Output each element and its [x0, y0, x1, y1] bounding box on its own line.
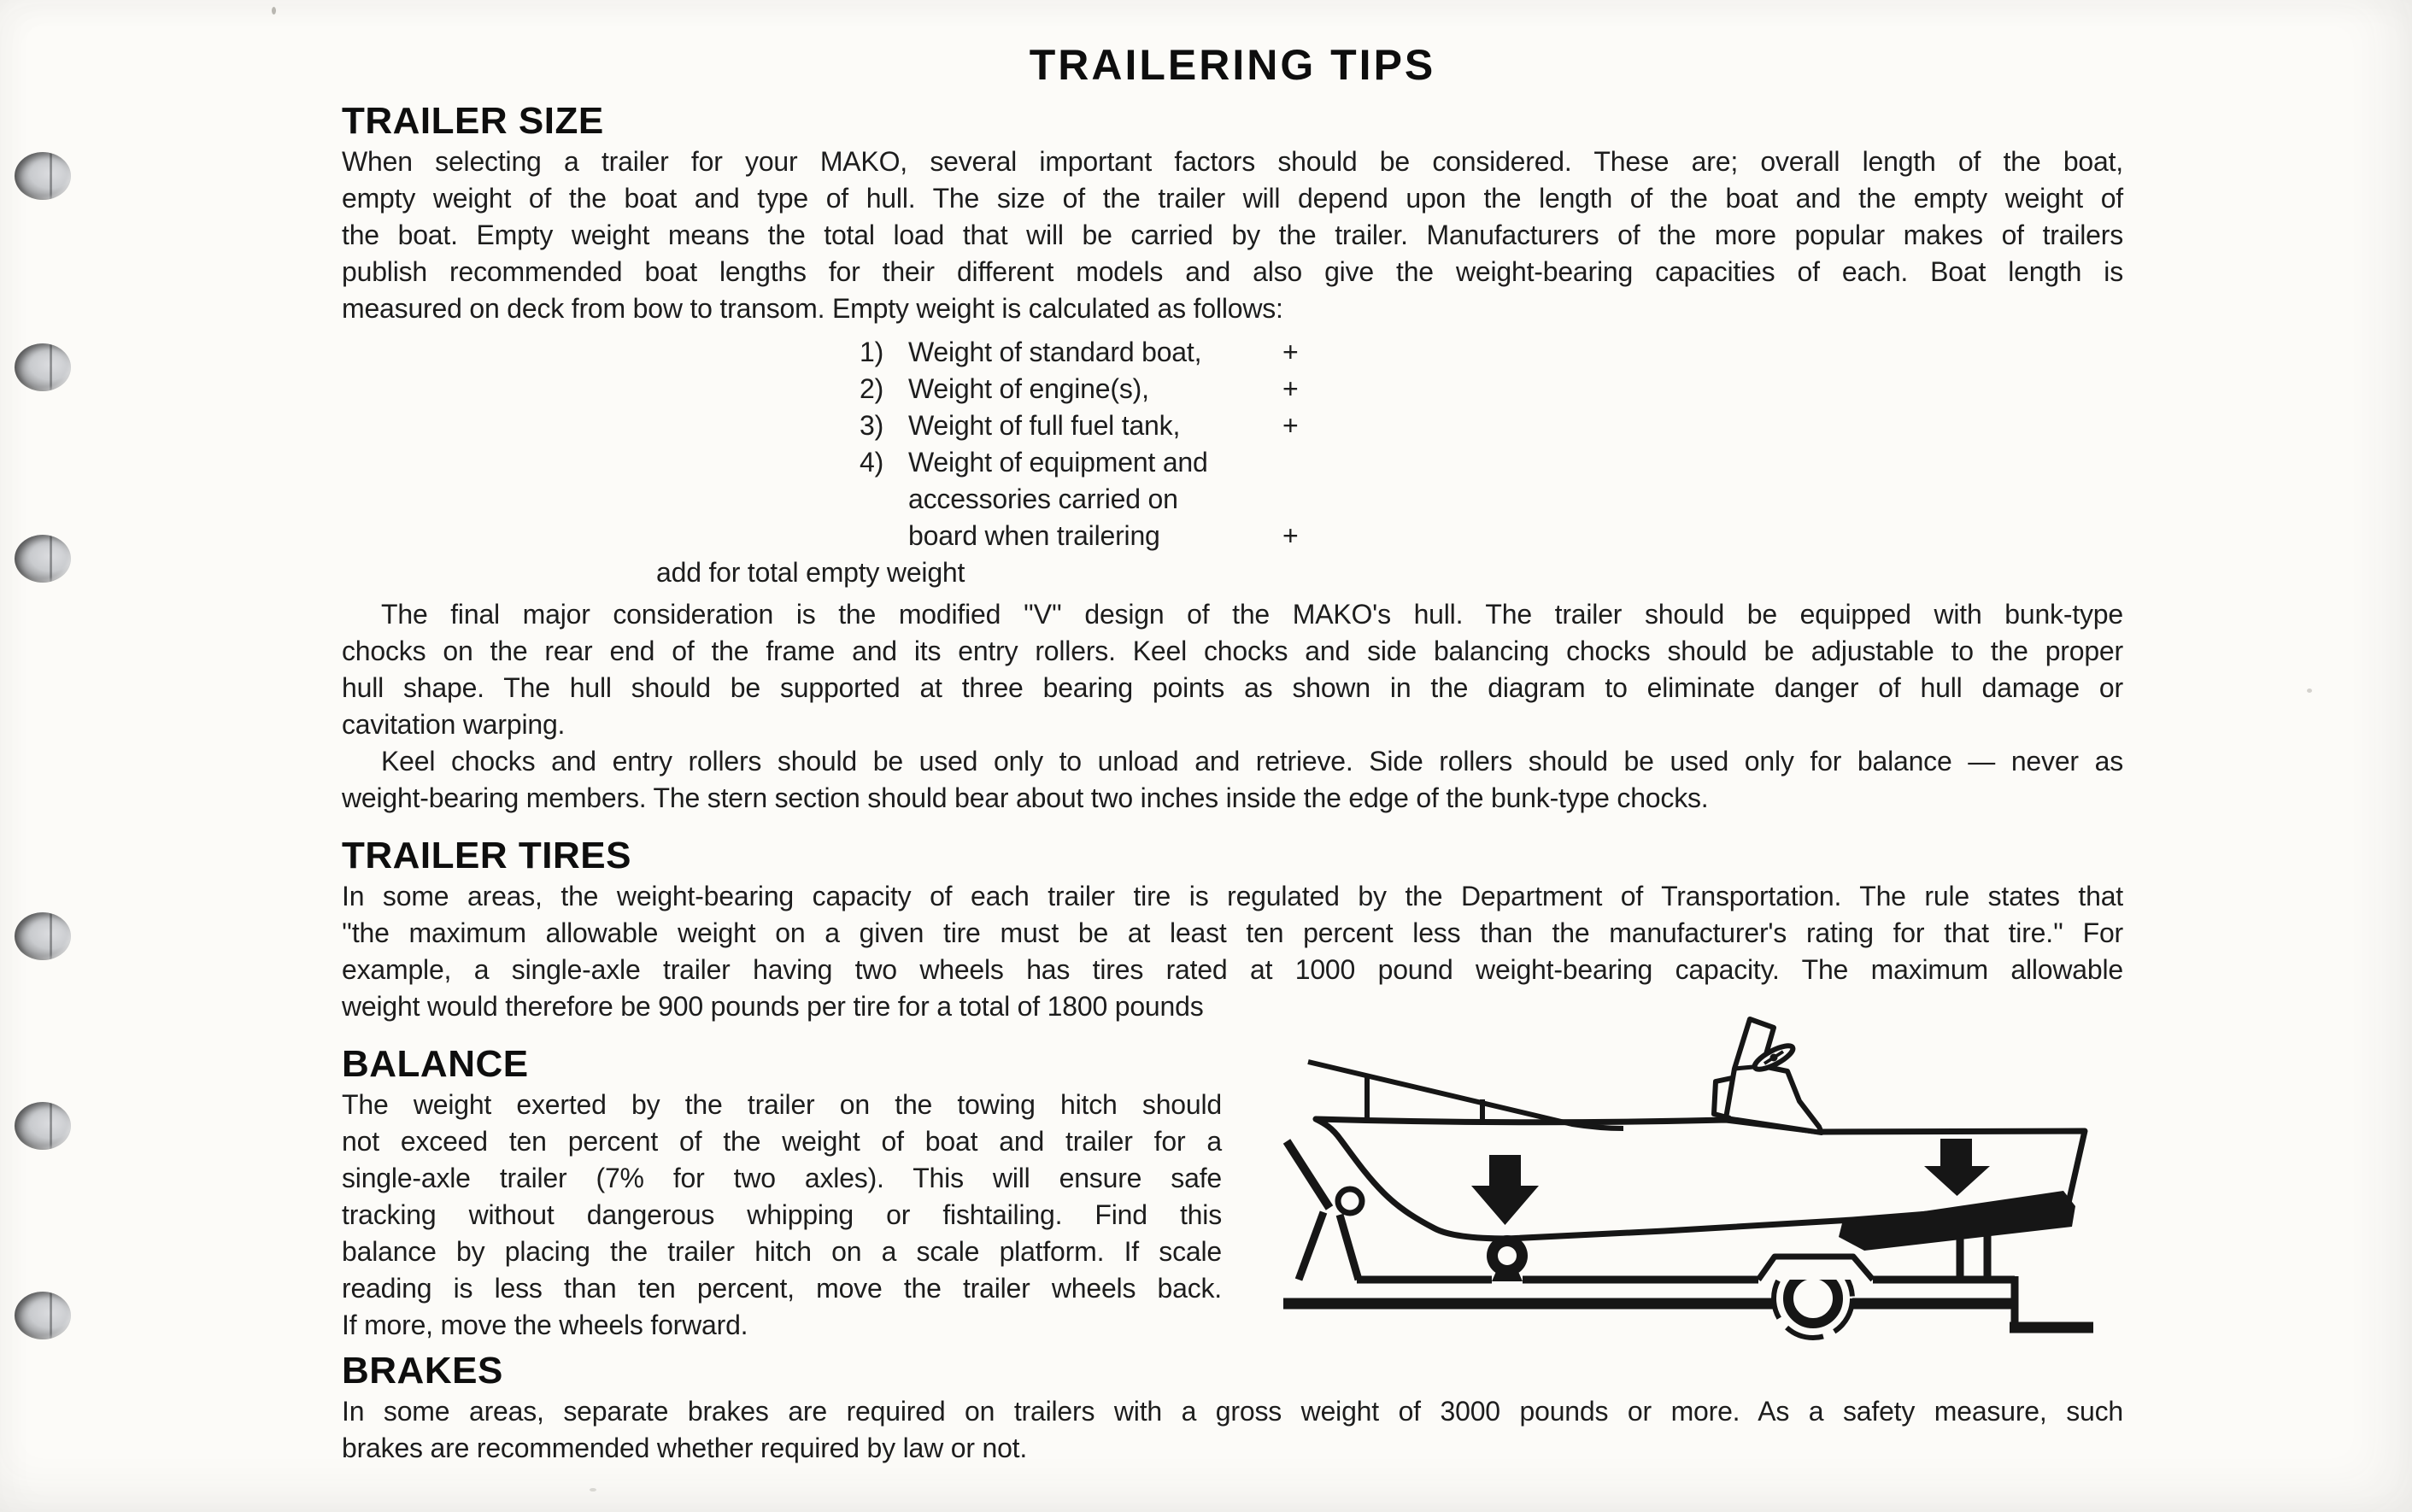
text-line: example, a single-axle trailer having two wheels has tires rated at 1000 pound weight-bearing capacity. The maximum allowable	[342, 954, 2123, 985]
list-number: 4)	[860, 447, 884, 478]
text-line: The weight exerted by the trailer on the towing hitch should	[342, 1089, 1222, 1120]
paragraph-trailer-size-3	[342, 743, 2123, 817]
text-line: single-axle trailer (7% for two axles). This will ensure safe	[342, 1163, 1222, 1193]
weight-list-row	[860, 444, 2123, 481]
paragraph-brakes	[342, 1393, 2123, 1467]
balance-column	[342, 1044, 1222, 1344]
text-line: cavitation warping.	[342, 709, 566, 740]
scan-speck	[272, 7, 276, 15]
plus-sign: +	[1282, 373, 1299, 404]
list-number	[860, 481, 908, 518]
bunk-supports	[1960, 1235, 1987, 1280]
list-item-text: Weight of full fuel tank,	[908, 410, 1181, 441]
text-line: The final major consideration is the modified ''V'' design of the MAKO's hull. The trailer should be equipped with bunk-type	[381, 599, 2123, 630]
text-line: tracking without dangerous whipping or fishtailing. Find this	[342, 1199, 1222, 1230]
keel-roller	[1487, 1235, 1528, 1281]
paragraph-trailer-tires	[342, 878, 2123, 1025]
text-line: If more, move the wheels forward.	[342, 1310, 748, 1340]
heading-brakes: BRAKES	[342, 1350, 503, 1392]
list-item-text: board when trailering	[908, 520, 1160, 551]
text-line: weight-bearing members. The stern section should bear about two inches inside the edge of the bunk-type chocks.	[342, 782, 1709, 813]
list-item-text: Weight of engine(s),	[908, 373, 1149, 404]
weight-list-row	[860, 334, 2123, 371]
binder-hole	[15, 152, 71, 200]
plus-sign: +	[1282, 337, 1299, 367]
list-item-text: accessories carried on	[908, 483, 1178, 514]
plus-sign: +	[1282, 520, 1299, 551]
text-line: weight would therefore be 900 pounds per tire for a total of 1800 pounds	[342, 991, 1204, 1022]
binder-hole	[15, 535, 71, 583]
text-line: When selecting a trailer for your MAKO, several important factors should be considered. These are; overall length of the boat,	[342, 146, 2123, 177]
trailer-frame	[1283, 1257, 2093, 1338]
scan-speck	[2307, 689, 2312, 693]
binder-hole	[15, 1292, 71, 1339]
boat-trailer-diagram	[1282, 1015, 2093, 1367]
text-line: In some areas, the weight-bearing capacity of each trailer tire is regulated by the Department of Transportation. The rule states that	[342, 881, 2123, 911]
text-line: empty weight of the boat and type of hull. The size of the trailer will depend upon the length of the boat and the empty weight of	[342, 183, 2123, 214]
boat-trailer-drawing	[1282, 1015, 2093, 1367]
heading-trailer-tires: TRAILER TIRES	[342, 835, 631, 876]
empty-weight-list	[860, 334, 2123, 554]
weight-list-row	[860, 518, 2123, 554]
bow-roller	[1338, 1189, 1362, 1213]
text-line: chocks on the rear end of the frame and its entry rollers. Keel chocks and side balancing chocks should be adjustable to the proper	[342, 636, 2123, 666]
binder-hole	[15, 1102, 71, 1150]
heading-balance: BALANCE	[342, 1043, 529, 1085]
list-number	[860, 518, 908, 554]
text-line: In some areas, separate brakes are required on trailers with a gross weight of 3000 pounds or more. As a safety measure, such	[342, 1396, 2123, 1427]
text-line: balance by placing the trailer hitch on a scale platform. If scale	[342, 1236, 1222, 1267]
text-line: the boat. Empty weight means the total load that will be carried by the trailer. Manufacturers of the more popular makes of trailers	[342, 220, 2123, 250]
page-title: TRAILERING TIPS	[1029, 41, 1436, 89]
list-number: 2)	[860, 373, 884, 404]
text-line: publish recommended boat lengths for their different models and also give the weight-bearing capacities of each. Boat length is	[342, 256, 2123, 287]
paragraph-trailer-size-2	[342, 596, 2123, 743]
weight-list-row	[860, 407, 2123, 444]
text-line: measured on deck from bow to transom. Empty weight is calculated as follows:	[342, 293, 1283, 324]
empty-weight-total-line: add for total empty weight	[656, 557, 965, 588]
text-line: not exceed ten percent of the weight of boat and trailer for a	[342, 1126, 1222, 1157]
weight-list-row	[860, 481, 2123, 518]
list-number: 1)	[860, 337, 884, 367]
center-console	[1714, 1019, 1822, 1133]
weight-list-row	[860, 371, 2123, 407]
binder-hole	[15, 343, 71, 391]
fender	[1758, 1257, 1873, 1280]
binder-hole	[15, 912, 71, 960]
scan-speck	[590, 1488, 596, 1491]
plus-sign: +	[1282, 410, 1299, 441]
text-line: brakes are recommended whether required by law or not.	[342, 1433, 1028, 1463]
list-number: 3)	[860, 410, 884, 441]
text-line: ''the maximum allowable weight on a given tire must be at least ten percent less than the manufacturer's rating for that tire.'' For	[342, 917, 2123, 948]
text-line: reading is less than ten percent, move the trailer wheels back.	[342, 1273, 1222, 1304]
heading-trailer-size: TRAILER SIZE	[342, 100, 604, 142]
list-item-text: Weight of standard boat,	[908, 337, 1202, 367]
list-item-text: Weight of equipment and	[908, 447, 1208, 478]
text-line: Keel chocks and entry rollers should be used only to unload and retrieve. Side rollers should be used only for balance — never as	[381, 746, 2123, 777]
paragraph-trailer-size-1	[342, 144, 2123, 327]
text-line: hull shape. The hull should be supported at three bearing points as shown in the diagram to eliminate danger of hull damage or	[342, 672, 2123, 703]
paragraph-balance	[342, 1087, 1222, 1344]
